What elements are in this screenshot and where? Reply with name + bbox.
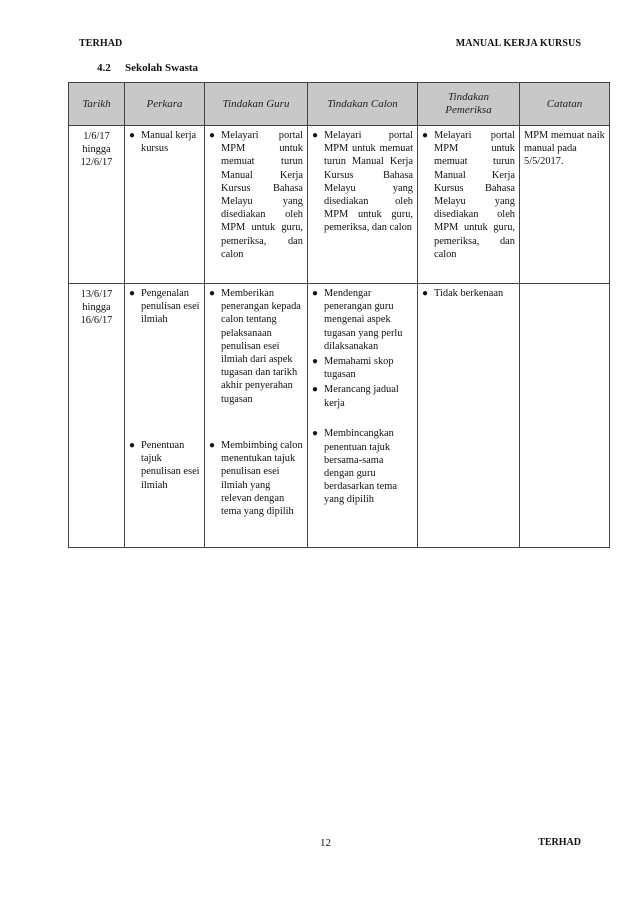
bullet-icon: ● [209, 288, 216, 299]
cell-tindakan-pemeriksa [418, 126, 520, 284]
table-row [69, 126, 610, 284]
page-number: 12 [320, 837, 331, 849]
footer-right: TERHAD [538, 837, 581, 848]
calon-text: Melayari portal MPM untuk memuat turun Manual Kerja Kursus Bahasa Melayu yang disediakan oleh MPM untuk guru, pemeriksa, dan calon [324, 130, 413, 234]
bullet-icon: ● [422, 130, 429, 141]
date-start: 1/6/17 [83, 131, 110, 142]
cell-tindakan-calon [308, 126, 418, 284]
cell-perkara [125, 126, 205, 284]
cell-catatan [520, 284, 610, 548]
catatan-text [520, 284, 609, 291]
bullet-icon: ● [209, 440, 216, 451]
cell-tarikh [69, 126, 125, 284]
bullet-icon: ● [209, 130, 216, 141]
calon-item: Merancang jadual kerja [324, 384, 399, 409]
header-right: MANUAL KERJA KURSUS [455, 38, 581, 49]
calon-item: Mendengar penerangan guru mengenai aspek tugasan yang perlu dilaksanakan [324, 288, 403, 352]
section-title: Sekolah Swasta [125, 62, 199, 74]
bullet-icon: ● [312, 130, 319, 141]
date-connector: hingga [82, 302, 111, 314]
pemeriksa-text: Tidak berkenaan [434, 288, 504, 299]
column-header-tindakan-calon: Tindakan Calon [308, 83, 418, 126]
perkara-item: Penentuan tajuk penulisan esei ilmiah [141, 440, 200, 491]
cell-tindakan-guru [205, 284, 308, 548]
cell-tindakan-calon [308, 284, 418, 548]
date-end: 16/6/17 [80, 315, 113, 327]
cell-tindakan-guru [205, 126, 308, 284]
bullet-icon: ● [312, 384, 319, 396]
perkara-item: Pengenalan penulisan esei ilmiah [141, 288, 200, 326]
bullet-icon: ● [312, 288, 319, 299]
cell-tindakan-pemeriksa [418, 284, 520, 548]
section-number: 4.2 [97, 62, 111, 74]
cell-perkara [125, 284, 205, 548]
cell-catatan [520, 126, 610, 284]
column-header-tarikh: Tarikh [69, 83, 125, 126]
calon-item: Membincangkan penentuan tajuk bersama-sama dengan guru berdasarkan tema yang dipilih [324, 428, 397, 506]
bullet-icon: ● [129, 288, 136, 299]
bullet-icon: ● [129, 130, 136, 141]
date-start: 13/6/17 [80, 289, 113, 300]
column-header-perkara: Perkara [125, 83, 205, 126]
bullet-icon: ● [312, 428, 319, 440]
table-header-row [69, 83, 610, 126]
column-header-catatan: Catatan [520, 83, 610, 126]
schedule-table [68, 82, 610, 548]
section-heading [97, 62, 198, 74]
date-connector: hingga [82, 144, 111, 156]
table-row [69, 284, 610, 548]
bullet-icon: ● [312, 356, 319, 368]
guru-text: Melayari portal MPM untuk memuat turun Manual Kerja Kursus Bahasa Melayu yang disediakan oleh MPM untuk guru, pemeriksa, dan calon [221, 130, 303, 260]
catatan-text: MPM memuat naik manual pada 5/5/2017. [524, 130, 605, 168]
bullet-icon: ● [422, 288, 429, 299]
cell-tarikh [69, 284, 125, 548]
guru-item: Membimbing calon menentukan tajuk penulisan esei ilmiah yang relevan dengan tema yang dipilih [221, 440, 303, 518]
column-header-tindakan-pemeriksa: Tindakan Pemeriksa [418, 83, 520, 126]
pemeriksa-text: Melayari portal MPM untuk memuat turun Manual Kerja Kursus Bahasa Melayu yang disediakan oleh MPM untuk guru, pemeriksa, dan calon [434, 130, 515, 260]
column-header-tindakan-guru: Tindakan Guru [205, 83, 308, 126]
guru-item: Memberikan penerangan kepada calon tentang pelaksanaan penulisan esei ilmiah dari aspek tugasan dan tarikh akhir penyerahan tugasan [221, 288, 301, 405]
bullet-icon: ● [129, 440, 136, 451]
header-left: TERHAD [79, 38, 123, 49]
calon-item: Memahami skop tugasan [324, 356, 394, 381]
perkara-text: Manual kerja kursus [141, 130, 197, 155]
date-end: 12/6/17 [80, 157, 113, 169]
